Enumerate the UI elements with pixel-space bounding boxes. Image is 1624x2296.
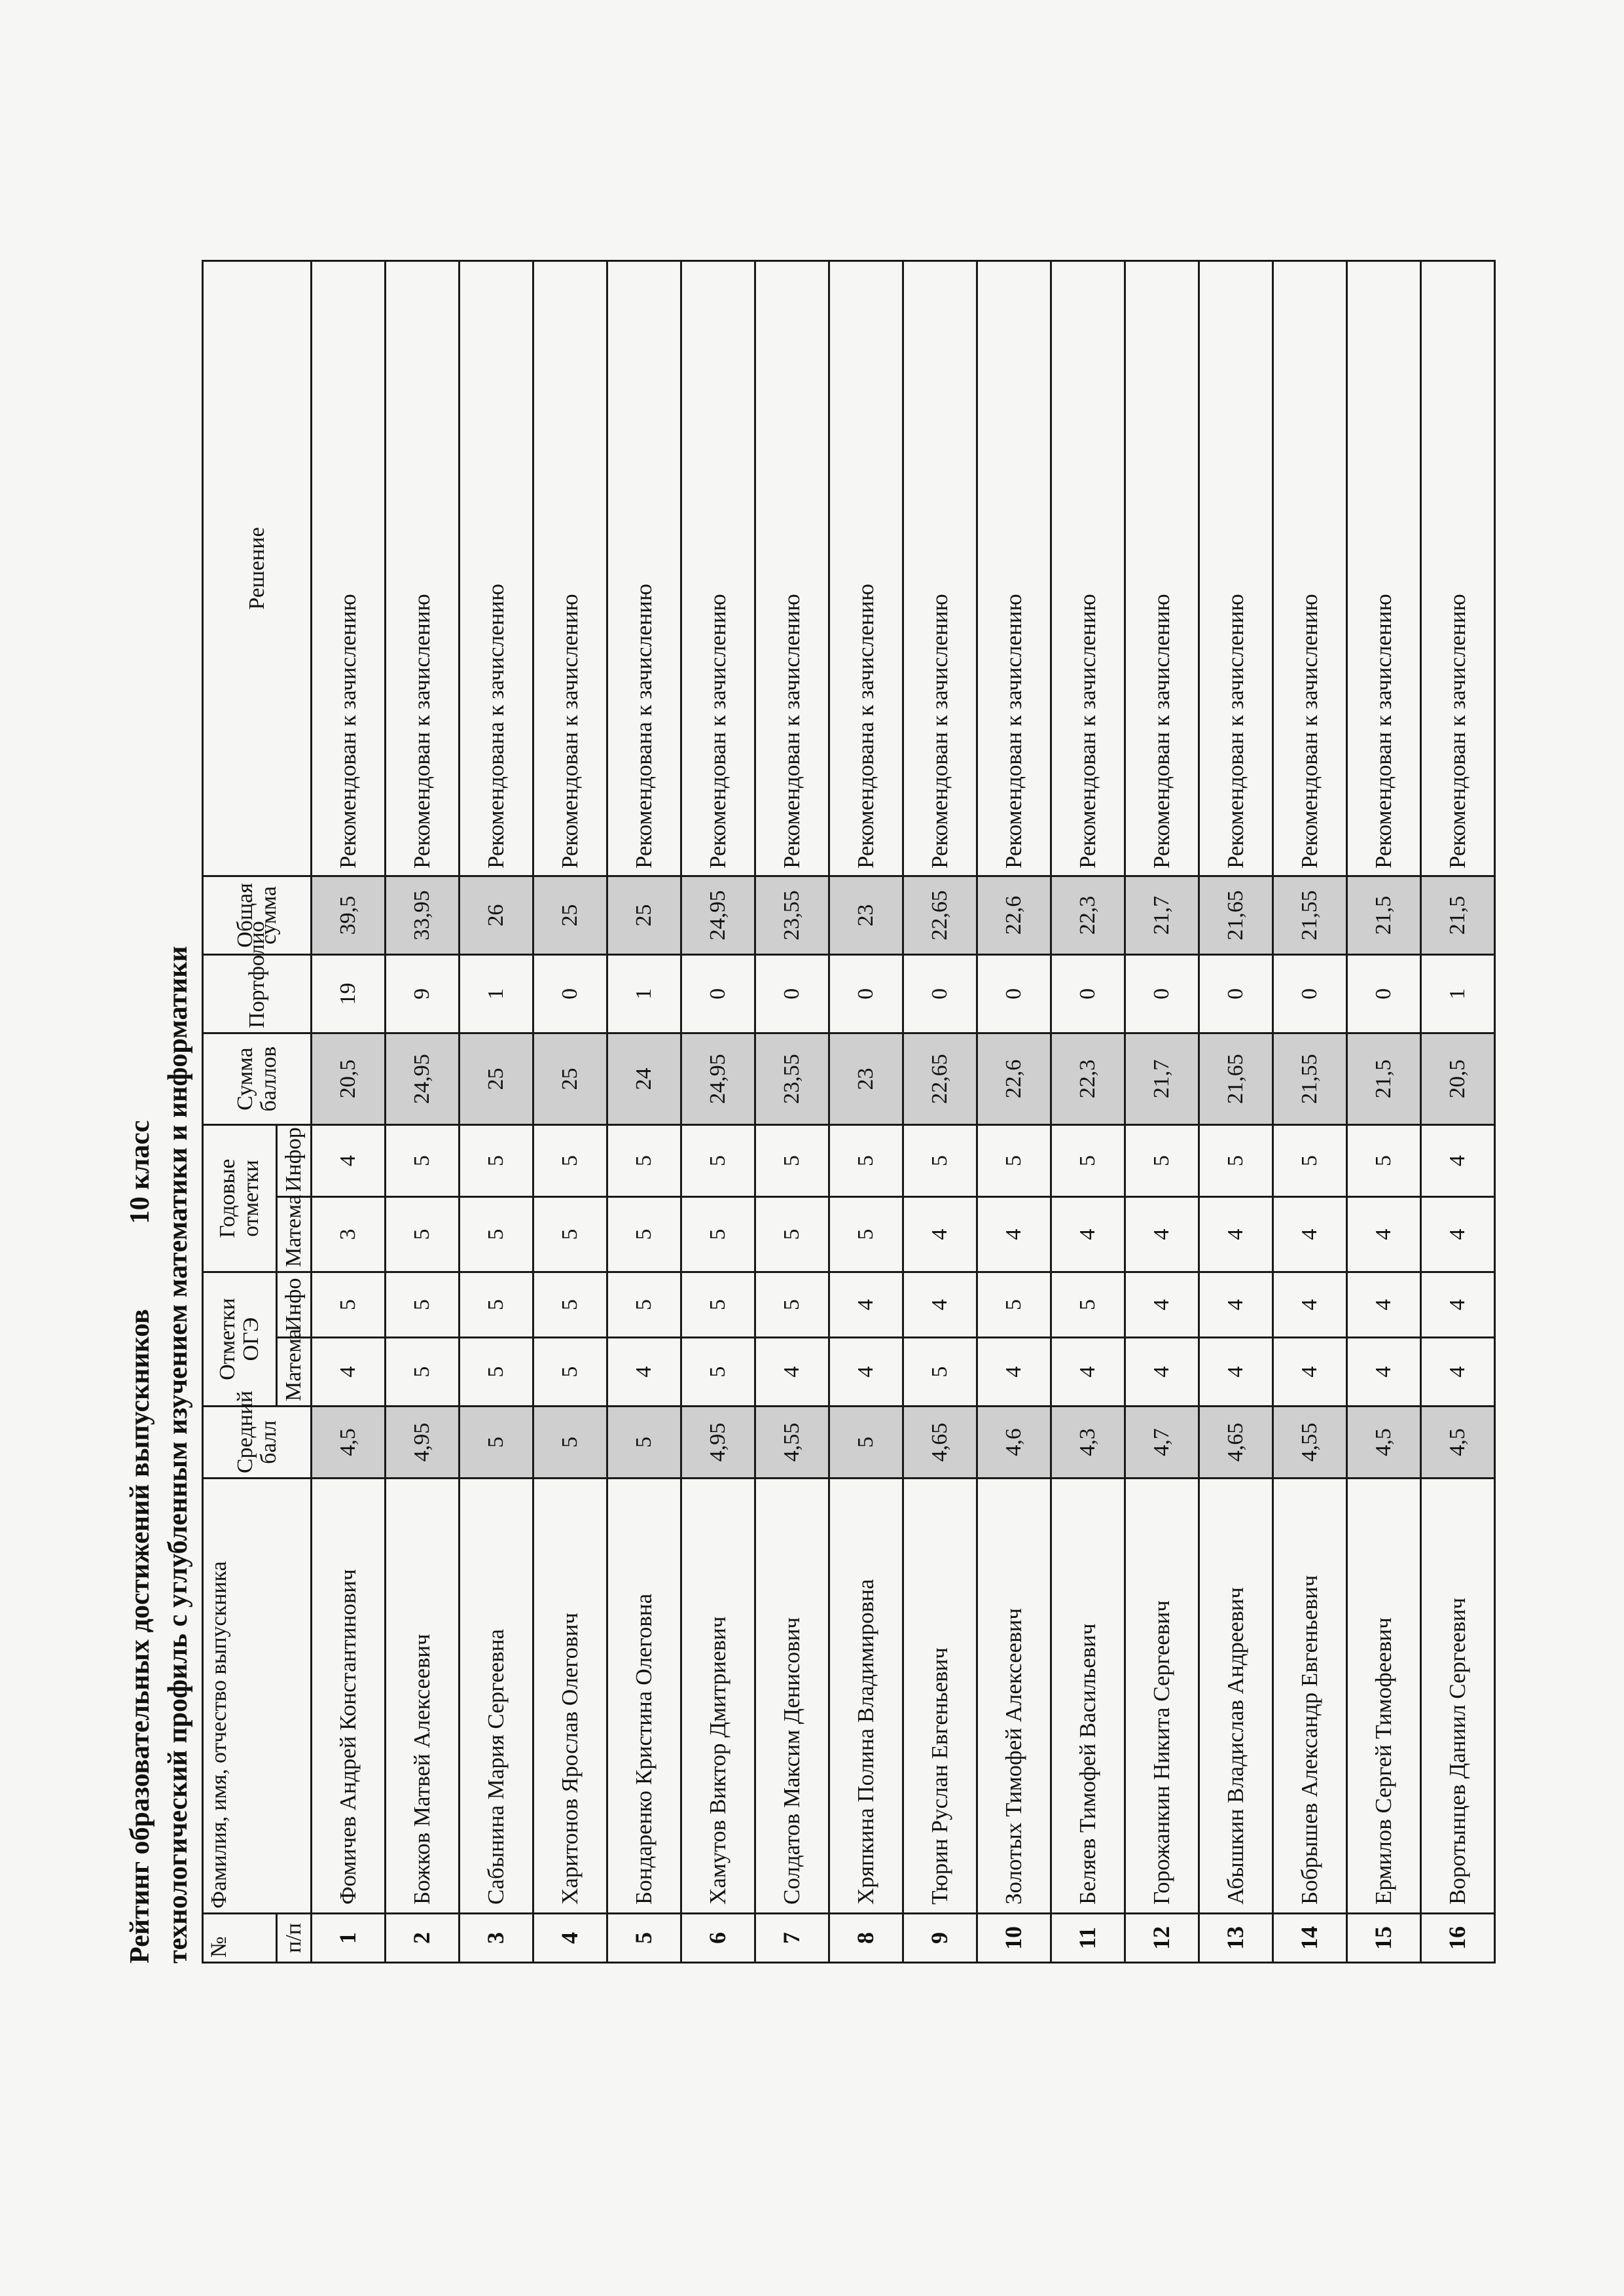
oge-inf-mark: 5 bbox=[607, 1272, 681, 1338]
annual-inf-mark: 5 bbox=[903, 1124, 977, 1196]
average-score: 4,65 bbox=[903, 1407, 977, 1479]
oge-math-mark: 4 bbox=[312, 1338, 386, 1407]
oge-math-mark: 4 bbox=[1051, 1338, 1125, 1407]
total-score: 21,55 bbox=[1273, 876, 1347, 954]
decision: Рекомендован к зачислению bbox=[903, 260, 977, 876]
score-sum: 22,3 bbox=[1051, 1033, 1125, 1124]
header-decision: Решение bbox=[203, 260, 312, 876]
portfolio-score: 1 bbox=[607, 954, 681, 1033]
annual-inf-mark: 5 bbox=[533, 1124, 607, 1196]
portfolio-score: 19 bbox=[312, 954, 386, 1033]
table-row bbox=[755, 260, 829, 1962]
decision: Рекомендован к зачислению bbox=[1199, 260, 1273, 876]
decision: Рекомендован к зачислению bbox=[386, 260, 460, 876]
portfolio-score: 0 bbox=[903, 954, 977, 1033]
header-oge: Отметки ОГЭ bbox=[203, 1272, 277, 1407]
table-row bbox=[533, 260, 607, 1962]
oge-math-mark: 5 bbox=[681, 1338, 755, 1407]
annual-inf-mark: 5 bbox=[460, 1124, 533, 1196]
annual-math-mark: 4 bbox=[903, 1197, 977, 1272]
student-name: Хамутов Виктор Дмитриевич bbox=[681, 1479, 755, 1914]
annual-inf-mark: 5 bbox=[1125, 1124, 1199, 1196]
score-sum: 21,55 bbox=[1273, 1033, 1347, 1124]
row-number: 5 bbox=[607, 1914, 681, 1963]
oge-math-mark: 5 bbox=[533, 1338, 607, 1407]
annual-math-mark: 5 bbox=[681, 1197, 755, 1272]
oge-inf-mark: 4 bbox=[1125, 1272, 1199, 1338]
row-number: 13 bbox=[1199, 1914, 1273, 1963]
decision: Рекомендована к зачислению bbox=[829, 260, 903, 876]
decision: Рекомендован к зачислению bbox=[755, 260, 829, 876]
student-name: Фомичев Андрей Константинович bbox=[312, 1479, 386, 1914]
oge-inf-mark: 4 bbox=[1273, 1272, 1347, 1338]
student-name: Золотых Тимофей Алексеевич bbox=[977, 1479, 1051, 1914]
portfolio-score: 0 bbox=[1273, 954, 1347, 1033]
student-name: Харитонов Ярослав Олегович bbox=[533, 1479, 607, 1914]
oge-math-mark: 4 bbox=[1199, 1338, 1273, 1407]
header-portfolio: Портфолио bbox=[203, 954, 312, 1033]
average-score: 4,7 bbox=[1125, 1407, 1199, 1479]
total-score: 24,95 bbox=[681, 876, 755, 954]
table-row bbox=[681, 260, 755, 1962]
header-no: № bbox=[203, 1914, 277, 1963]
table-row bbox=[1199, 260, 1273, 1962]
table-row bbox=[1421, 260, 1495, 1962]
oge-inf-mark: 4 bbox=[1421, 1272, 1495, 1338]
oge-math-mark: 4 bbox=[829, 1338, 903, 1407]
row-number: 8 bbox=[829, 1914, 903, 1963]
student-name: Бондаренко Кристина Олеговна bbox=[607, 1479, 681, 1914]
annual-math-mark: 4 bbox=[1051, 1197, 1125, 1272]
row-number: 4 bbox=[533, 1914, 607, 1963]
annual-math-mark: 4 bbox=[1199, 1197, 1273, 1272]
portfolio-score: 0 bbox=[1125, 954, 1199, 1033]
total-score: 25 bbox=[607, 876, 681, 954]
annual-math-mark: 4 bbox=[1421, 1197, 1495, 1272]
decision: Рекомендован к зачислению bbox=[1273, 260, 1347, 876]
average-score: 4,95 bbox=[681, 1407, 755, 1479]
header-sum: Сумма баллов bbox=[203, 1033, 312, 1124]
annual-math-mark: 5 bbox=[829, 1197, 903, 1272]
header-total: Общая сумма bbox=[203, 876, 312, 954]
row-number: 15 bbox=[1347, 1914, 1421, 1963]
table-row bbox=[903, 260, 977, 1962]
total-score: 39,5 bbox=[312, 876, 386, 954]
total-score: 25 bbox=[533, 876, 607, 954]
annual-math-mark: 5 bbox=[386, 1197, 460, 1272]
row-number: 1 bbox=[312, 1914, 386, 1963]
decision: Рекомендована к зачислению bbox=[607, 260, 681, 876]
oge-inf-mark: 4 bbox=[829, 1272, 903, 1338]
student-name: Солдатов Максим Денисович bbox=[755, 1479, 829, 1914]
oge-math-mark: 4 bbox=[607, 1338, 681, 1407]
oge-math-mark: 4 bbox=[755, 1338, 829, 1407]
oge-math-mark: 4 bbox=[1347, 1338, 1421, 1407]
header-annual-inf: Инфор bbox=[277, 1124, 312, 1196]
student-name: Ермилов Сергей Тимофеевич bbox=[1347, 1479, 1421, 1914]
annual-inf-mark: 5 bbox=[829, 1124, 903, 1196]
annual-inf-mark: 5 bbox=[1199, 1124, 1273, 1196]
table-row bbox=[977, 260, 1051, 1962]
rating-table bbox=[202, 260, 1496, 1964]
annual-inf-mark: 5 bbox=[607, 1124, 681, 1196]
table-row bbox=[1125, 260, 1199, 1962]
oge-inf-mark: 5 bbox=[681, 1272, 755, 1338]
decision: Рекомендован к зачислению bbox=[1421, 260, 1495, 876]
oge-inf-mark: 5 bbox=[533, 1272, 607, 1338]
oge-inf-mark: 5 bbox=[1051, 1272, 1125, 1338]
score-sum: 24,95 bbox=[681, 1033, 755, 1124]
decision: Рекомендован к зачислению bbox=[533, 260, 607, 876]
annual-inf-mark: 4 bbox=[312, 1124, 386, 1196]
row-number: 14 bbox=[1273, 1914, 1347, 1963]
portfolio-score: 1 bbox=[460, 954, 533, 1033]
oge-math-mark: 5 bbox=[386, 1338, 460, 1407]
table-body bbox=[312, 260, 1495, 1962]
table-row bbox=[829, 260, 903, 1962]
annual-math-mark: 4 bbox=[1273, 1197, 1347, 1272]
student-name: Сабынина Мария Сергеевна bbox=[460, 1479, 533, 1914]
annual-inf-mark: 5 bbox=[977, 1124, 1051, 1196]
decision: Рекомендована к зачислению bbox=[460, 260, 533, 876]
annual-inf-mark: 5 bbox=[1051, 1124, 1125, 1196]
row-number: 16 bbox=[1421, 1914, 1495, 1963]
header-annual-math: Матема bbox=[277, 1197, 312, 1272]
annual-inf-mark: 5 bbox=[1273, 1124, 1347, 1196]
average-score: 4,65 bbox=[1199, 1407, 1273, 1479]
annual-math-mark: 4 bbox=[977, 1197, 1051, 1272]
average-score: 5 bbox=[829, 1407, 903, 1479]
annual-inf-mark: 4 bbox=[1421, 1124, 1495, 1196]
oge-math-mark: 5 bbox=[903, 1338, 977, 1407]
total-score: 23,55 bbox=[755, 876, 829, 954]
oge-math-mark: 4 bbox=[1421, 1338, 1495, 1407]
portfolio-score: 0 bbox=[1051, 954, 1125, 1033]
title-line bbox=[124, 1121, 156, 1964]
table-row bbox=[1051, 260, 1125, 1962]
average-score: 4,5 bbox=[1421, 1407, 1495, 1479]
class-label: 10 класс bbox=[125, 1120, 155, 1225]
student-name: Воротынцев Даниил Сергеевич bbox=[1421, 1479, 1495, 1914]
document-title: Рейтинг образовательных достижений выпускников bbox=[125, 1309, 155, 1964]
portfolio-score: 0 bbox=[681, 954, 755, 1033]
score-sum: 21,5 bbox=[1347, 1033, 1421, 1124]
score-sum: 20,5 bbox=[1421, 1033, 1495, 1124]
student-name: Абышкин Владислав Андреевич bbox=[1199, 1479, 1273, 1914]
average-score: 4,5 bbox=[312, 1407, 386, 1479]
oge-inf-mark: 4 bbox=[1347, 1272, 1421, 1338]
row-number: 9 bbox=[903, 1914, 977, 1963]
table-row bbox=[607, 260, 681, 1962]
oge-inf-mark: 4 bbox=[1199, 1272, 1273, 1338]
header-row bbox=[203, 260, 277, 1962]
oge-inf-mark: 5 bbox=[755, 1272, 829, 1338]
header-oge-math: Матема bbox=[277, 1338, 312, 1407]
annual-math-mark: 5 bbox=[607, 1197, 681, 1272]
student-name: Беляев Тимофей Васильевич bbox=[1051, 1479, 1125, 1914]
rotated-content bbox=[124, 268, 1471, 1964]
portfolio-score: 9 bbox=[386, 954, 460, 1033]
row-number: 11 bbox=[1051, 1914, 1125, 1963]
document-subtitle: технологический профиль с углубленным изучением математики и информатики bbox=[163, 946, 193, 1964]
average-score: 4,3 bbox=[1051, 1407, 1125, 1479]
oge-inf-mark: 5 bbox=[460, 1272, 533, 1338]
annual-math-mark: 5 bbox=[460, 1197, 533, 1272]
student-name: Божков Матвей Алексеевич bbox=[386, 1479, 460, 1914]
score-sum: 23,55 bbox=[755, 1033, 829, 1124]
average-score: 4,6 bbox=[977, 1407, 1051, 1479]
total-score: 22,6 bbox=[977, 876, 1051, 954]
portfolio-score: 1 bbox=[1421, 954, 1495, 1033]
oge-inf-mark: 5 bbox=[977, 1272, 1051, 1338]
portfolio-score: 0 bbox=[977, 954, 1051, 1033]
decision: Рекомендован к зачислению bbox=[1051, 260, 1125, 876]
student-name: Горожанкин Никита Сергеевич bbox=[1125, 1479, 1199, 1914]
total-score: 21,5 bbox=[1421, 876, 1495, 954]
average-score: 4,55 bbox=[1273, 1407, 1347, 1479]
table-row bbox=[1273, 260, 1347, 1962]
student-name: Хряпкина Полина Владимировна bbox=[829, 1479, 903, 1914]
annual-inf-mark: 5 bbox=[755, 1124, 829, 1196]
annual-inf-mark: 5 bbox=[1347, 1124, 1421, 1196]
decision: Рекомендован к зачислению bbox=[681, 260, 755, 876]
score-sum: 21,65 bbox=[1199, 1033, 1273, 1124]
student-name: Бобрышев Александр Евгеньевич bbox=[1273, 1479, 1347, 1914]
average-score: 5 bbox=[460, 1407, 533, 1479]
score-sum: 21,7 bbox=[1125, 1033, 1199, 1124]
score-sum: 24,95 bbox=[386, 1033, 460, 1124]
average-score: 4,55 bbox=[755, 1407, 829, 1479]
average-score: 5 bbox=[607, 1407, 681, 1479]
annual-math-mark: 4 bbox=[1125, 1197, 1199, 1272]
average-score: 4,95 bbox=[386, 1407, 460, 1479]
total-score: 33,95 bbox=[386, 876, 460, 954]
oge-inf-mark: 5 bbox=[312, 1272, 386, 1338]
score-sum: 24 bbox=[607, 1033, 681, 1124]
oge-math-mark: 4 bbox=[1273, 1338, 1347, 1407]
table-row bbox=[312, 260, 386, 1962]
oge-math-mark: 4 bbox=[1125, 1338, 1199, 1407]
portfolio-score: 0 bbox=[755, 954, 829, 1033]
table-row bbox=[460, 260, 533, 1962]
score-sum: 22,65 bbox=[903, 1033, 977, 1124]
row-number: 2 bbox=[386, 1914, 460, 1963]
oge-math-mark: 5 bbox=[460, 1338, 533, 1407]
average-score: 4,5 bbox=[1347, 1407, 1421, 1479]
score-sum: 25 bbox=[533, 1033, 607, 1124]
annual-math-mark: 5 bbox=[533, 1197, 607, 1272]
oge-math-mark: 4 bbox=[977, 1338, 1051, 1407]
total-score: 21,7 bbox=[1125, 876, 1199, 954]
row-number: 3 bbox=[460, 1914, 533, 1963]
table-row bbox=[386, 260, 460, 1962]
oge-inf-mark: 5 bbox=[386, 1272, 460, 1338]
total-score: 22,3 bbox=[1051, 876, 1125, 954]
portfolio-score: 0 bbox=[829, 954, 903, 1033]
row-number: 7 bbox=[755, 1914, 829, 1963]
portfolio-score: 0 bbox=[533, 954, 607, 1033]
portfolio-score: 0 bbox=[1347, 954, 1421, 1033]
annual-math-mark: 4 bbox=[1347, 1197, 1421, 1272]
oge-inf-mark: 4 bbox=[903, 1272, 977, 1338]
decision: Рекомендован к зачислению bbox=[1347, 260, 1421, 876]
header-no-sub: п/п bbox=[277, 1914, 312, 1963]
total-score: 26 bbox=[460, 876, 533, 954]
score-sum: 22,6 bbox=[977, 1033, 1051, 1124]
header-name: Фамилия, имя, отчество выпускника bbox=[203, 1479, 312, 1914]
decision: Рекомендован к зачислению bbox=[977, 260, 1051, 876]
annual-inf-mark: 5 bbox=[386, 1124, 460, 1196]
decision: Рекомендован к зачислению bbox=[312, 260, 386, 876]
row-number: 6 bbox=[681, 1914, 755, 1963]
student-name: Тюрин Руслан Евгеньевич bbox=[903, 1479, 977, 1914]
score-sum: 25 bbox=[460, 1033, 533, 1124]
annual-inf-mark: 5 bbox=[681, 1124, 755, 1196]
table-row bbox=[1347, 260, 1421, 1962]
average-score: 5 bbox=[533, 1407, 607, 1479]
total-score: 23 bbox=[829, 876, 903, 954]
annual-math-mark: 3 bbox=[312, 1197, 386, 1272]
header-oge-inf: Инфо bbox=[277, 1272, 312, 1338]
header-annual: Годовые отметки bbox=[203, 1124, 277, 1272]
score-sum: 20,5 bbox=[312, 1033, 386, 1124]
score-sum: 23 bbox=[829, 1033, 903, 1124]
header-avg: Средний балл bbox=[203, 1407, 312, 1479]
total-score: 21,5 bbox=[1347, 876, 1421, 954]
annual-math-mark: 5 bbox=[755, 1197, 829, 1272]
total-score: 22,65 bbox=[903, 876, 977, 954]
decision: Рекомендован к зачислению bbox=[1125, 260, 1199, 876]
row-number: 10 bbox=[977, 1914, 1051, 1963]
portfolio-score: 0 bbox=[1199, 954, 1273, 1033]
total-score: 21,65 bbox=[1199, 876, 1273, 954]
row-number: 12 bbox=[1125, 1914, 1199, 1963]
